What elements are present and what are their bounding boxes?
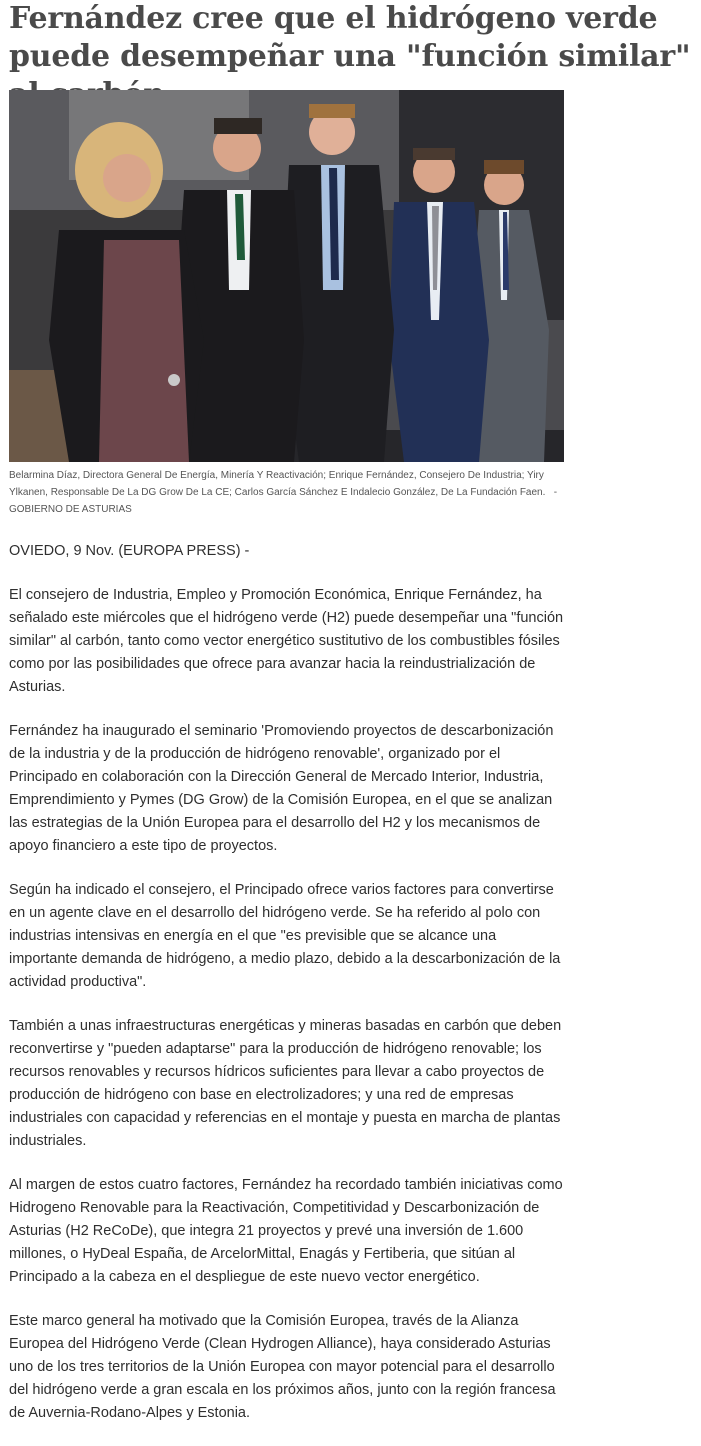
article-body: [9, 540, 567, 1446]
article-paragraph: Fernández ha inaugurado el seminario 'Promoviendo proyectos de descarbonización de la industria y de la producción de hidrógeno renovable', organizado por el Principado en colaboración con la Dirección General de Mercado Interior, Industria, Emprendimiento y Pymes (DG Grow) de la Comisión Europea, en el que se analizan las estrategias de la Unión Europea para el desarrollo del H2 y los mecanismos de apoyo financiero a este tipo de proyectos.: [9, 723, 554, 854]
article-dateline: OVIEDO, 9 Nov. (EUROPA PRESS) -: [9, 543, 250, 559]
article-headline: Fernández cree que el hidrógeno verde puede desempeñar una "función similar": [9, 1, 691, 74]
article-photo: [9, 90, 564, 462]
article-paragraph: También a unas infraestructuras energéticas y mineras basadas en carbón que deben reconvertirse y "pueden adaptarse" para la producción de hidrógeno renovable; los recursos renovables y recursos hídricos suficientes para llevar a cabo proyectos de producción de hidrógeno con base en electrolizadores; y una red de empresas industriales con capacidad y referencias en el montaje y puesta en marcha de plantas industriales.: [9, 1018, 562, 1149]
article-paragraph: El consejero de Industria, Empleo y Promoción Económica, Enrique Fernández, ha señalado este miércoles que el hidrógeno verde (H2) puede desempeñar una "función similar" al carbón, tanto como vector energético sustitutivo de los combustibles fósiles como por las posibilidades que ofrece para avanzar hacia la reindustrialización de Asturias.: [9, 587, 564, 695]
photo-credit: - GOBIERNO DE ASTURIAS: [9, 487, 558, 515]
group-photo-illustration: [9, 90, 564, 462]
article-paragraph: Según ha indicado el consejero, el Principado ofrece varios factores para convertirse en un agente clave en el desarrollo del hidrógeno verde. Se ha referido al polo con industrias intensivas en energía en el que "es previsible que se alcance una importante demanda de hidrógeno, a medio plazo, debido a la descarbonización de la actividad productiva".: [9, 882, 561, 990]
photo-caption: [9, 467, 559, 518]
article-paragraph: Este marco general ha motivado que la Comisión Europea, través de la Alianza Europea del Hidrógeno Verde (Clean Hydrogen Alliance), haya considerado Asturias uno de los tres territorios de la Unión Europea con mayor potencial para el desarrollo del hidrógeno verde a gran escala en los próximos años, junto con la región francesa de Auvernia-Rodano-Alpes y Estonia.: [9, 1313, 556, 1421]
photo-caption-text: Belarmina Díaz, Directora General De Energía, Minería Y Reactivación; Enrique Fernández, Consejero De Industria; Yiry Ylkanen, Responsable De La DG Grow De La CE; Carlos García Sánchez E Indalecio González, De La Fundación Faen.: [9, 470, 546, 498]
article-paragraph: Al margen de estos cuatro factores, Fernández ha recordado también iniciativas como Hidrogeno Renovable para la Reactivación, Competitividad y Descarbonización de Asturias (H2 ReCoDe), que integra 21 proyectos y prevé una inversión de 1.600 millones, o HyDeal España, de ArcelorMittal, Enagás y Fertiberia, que sitúan al Principado a la cabeza en el despliegue de este nuevo vector energético.: [9, 1177, 563, 1285]
